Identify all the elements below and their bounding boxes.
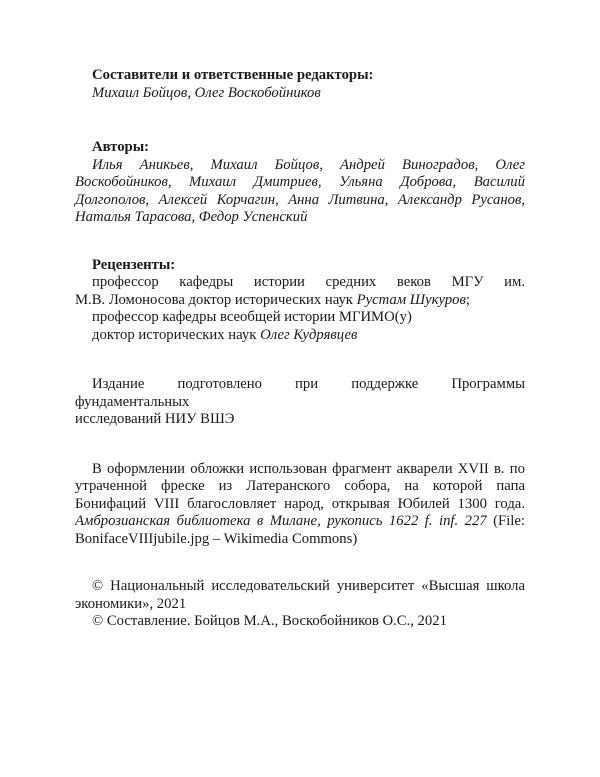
cover-note-line: В оформлении обложки использован фрагмент акварели XVII в. по xyxy=(92,460,525,477)
cover-note-line: Бонифаций VIII благословляет народ, открывая Юбилей 1300 года. xyxy=(75,495,525,512)
authors-line: Воскобойников, Михаил Дмитриев, Ульяна Доброва, Василий xyxy=(75,174,525,190)
copyright-university-line: © Национальный исследовательский университет «Высшая школа xyxy=(92,578,525,594)
authors-line: Наталья Тарасова, Федор Успенский xyxy=(75,209,308,225)
cover-note-line: утраченной фреске из Латеранского собора, на которой папа xyxy=(75,478,525,494)
funding-line: исследований НИУ ВШЭ xyxy=(75,411,235,427)
reviewer-entry-3-text: доктор исторических наук xyxy=(92,326,261,343)
funding-line: Издание подготовлено при поддержке Программы фундаментальных xyxy=(75,376,525,410)
reviewer-entry-1-punct: ; xyxy=(465,291,471,308)
compilers-names: Михаил Бойцов, Олег Воскобойников xyxy=(92,84,321,101)
cover-note-section xyxy=(75,461,525,549)
authors-heading: Авторы: xyxy=(92,139,150,155)
compilers-section xyxy=(75,67,525,102)
reviewer-entry-1-line-2 xyxy=(75,292,525,310)
reviewer-entry-1-text: М.В. Ломоносова доктор исторических наук xyxy=(75,291,357,308)
cover-note-source-title: Амброзианская библиотека в Милане, рукопись 1622 f. inf. 227 xyxy=(75,513,487,529)
authors-line: Долгополов, Алексей Корчагин, Анна Литвина, Александр Русанов, xyxy=(75,191,525,208)
authors-section xyxy=(75,139,525,227)
cover-note-line: BonifaceVIIIjubile.jpg – Wikimedia Commons) xyxy=(75,530,358,547)
copyright-compilation-line: © Составление. Бойцов М.А., Воскобойников О.С., 2021 xyxy=(92,613,447,629)
reviewers-heading: Рецензенты: xyxy=(92,256,176,273)
copyright-university-line: экономики», 2021 xyxy=(75,595,187,612)
reviewer-entry-1-name: Рустам Шукуров xyxy=(356,291,466,308)
compilers-heading: Составители и ответственные редакторы: xyxy=(92,67,374,83)
copyright-section xyxy=(75,578,525,631)
reviewer-entry-3 xyxy=(75,327,525,345)
cover-note-file-prefix: (File: xyxy=(486,513,525,529)
reviewer-entry-1-line-1: профессор кафедры истории средних веков МГУ им. xyxy=(92,274,525,290)
reviewers-section xyxy=(75,257,525,345)
funding-section xyxy=(75,376,525,429)
cover-note-line xyxy=(75,513,525,531)
reviewer-entry-3-name: Олег Кудрявцев xyxy=(260,326,358,343)
authors-line: Илья Аникьев, Михаил Бойцов, Андрей Виноградов, Олег xyxy=(92,156,525,173)
reviewer-entry-2: профессор кафедры всеобщей истории МГИМО(у) xyxy=(92,309,412,325)
